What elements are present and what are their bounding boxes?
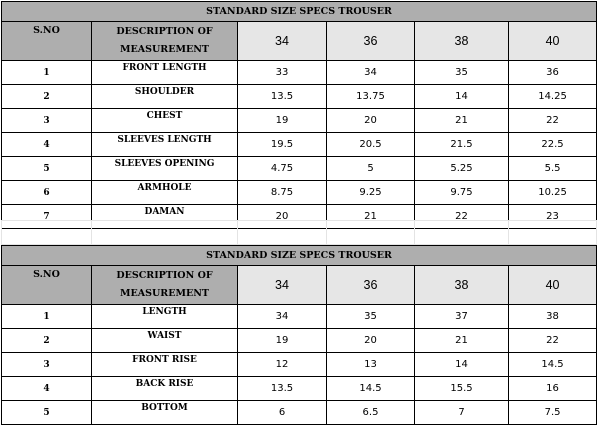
description-header-line1: DESCRIPTION OF <box>116 270 213 281</box>
row-value: 5 <box>327 157 415 181</box>
row-value: 7 <box>415 401 509 425</box>
row-sno: 6 <box>2 181 92 205</box>
row-value: 13.75 <box>327 85 415 109</box>
size-header-40: 40 <box>509 22 597 61</box>
row-description: SLEEVES LENGTH <box>92 133 238 157</box>
row-value: 22 <box>509 109 597 133</box>
row-sno: 2 <box>2 329 92 353</box>
row-value: 16 <box>509 377 597 401</box>
row-value: 15.5 <box>415 377 509 401</box>
table-row <box>2 377 597 401</box>
row-sno: 7 <box>2 205 92 229</box>
table-row <box>2 109 597 133</box>
row-value: 12 <box>238 353 327 377</box>
sno-header: S.NO <box>2 22 92 61</box>
row-description: SLEEVES OPENING <box>92 157 238 181</box>
row-value: 20 <box>238 205 327 229</box>
spacer-grid <box>1 220 597 245</box>
row-description: BOTTOM <box>92 401 238 425</box>
row-description: BACK RISE <box>92 377 238 401</box>
row-value: 8.75 <box>238 181 327 205</box>
row-value: 6.5 <box>327 401 415 425</box>
size-header-38: 38 <box>415 266 509 305</box>
row-description: LENGTH <box>92 305 238 329</box>
row-value: 21 <box>327 205 415 229</box>
row-value: 21 <box>415 109 509 133</box>
row-value: 14 <box>415 85 509 109</box>
row-value: 4.75 <box>238 157 327 181</box>
row-sno: 1 <box>2 305 92 329</box>
row-description: ARMHOLE <box>92 181 238 205</box>
table-row <box>2 401 597 425</box>
description-header-line1: DESCRIPTION OF <box>116 26 213 37</box>
table-title: STANDARD SIZE SPECS TROUSER <box>2 246 597 266</box>
row-value: 14.5 <box>327 377 415 401</box>
row-value: 21 <box>415 329 509 353</box>
row-value: 14.5 <box>509 353 597 377</box>
table-row <box>2 85 597 109</box>
description-header <box>92 22 238 61</box>
row-sno: 5 <box>2 401 92 425</box>
row-value: 38 <box>509 305 597 329</box>
row-value: 21.5 <box>415 133 509 157</box>
row-value: 9.75 <box>415 181 509 205</box>
row-value: 7.5 <box>509 401 597 425</box>
row-value: 22.5 <box>509 133 597 157</box>
size-header-40: 40 <box>509 266 597 305</box>
row-value: 23 <box>509 205 597 229</box>
row-value: 13 <box>327 353 415 377</box>
row-value: 13.5 <box>238 377 327 401</box>
description-header-line2: MEASUREMENT <box>120 288 209 299</box>
row-value: 37 <box>415 305 509 329</box>
description-header-line2: MEASUREMENT <box>120 44 209 55</box>
row-value: 22 <box>415 205 509 229</box>
row-value: 19 <box>238 109 327 133</box>
table-row <box>2 305 597 329</box>
row-value: 36 <box>509 61 597 85</box>
row-description: SHOULDER <box>92 85 238 109</box>
row-description: DAMAN <box>92 205 238 229</box>
description-header <box>92 266 238 305</box>
size-header-36: 36 <box>327 266 415 305</box>
row-description: CHEST <box>92 109 238 133</box>
table-row <box>2 353 597 377</box>
sno-header: S.NO <box>2 266 92 305</box>
row-sno: 2 <box>2 85 92 109</box>
row-value: 14.25 <box>509 85 597 109</box>
size-header-34: 34 <box>238 22 327 61</box>
row-value: 13.5 <box>238 85 327 109</box>
spec-table-top <box>1 1 597 229</box>
size-header-36: 36 <box>327 22 415 61</box>
row-value: 10.25 <box>509 181 597 205</box>
row-value: 34 <box>238 305 327 329</box>
row-sno: 4 <box>2 377 92 401</box>
row-value: 19.5 <box>238 133 327 157</box>
row-sno: 1 <box>2 61 92 85</box>
row-value: 5.25 <box>415 157 509 181</box>
row-description: WAIST <box>92 329 238 353</box>
spec-table-bottom <box>1 245 597 425</box>
row-value: 35 <box>415 61 509 85</box>
row-value: 19 <box>238 329 327 353</box>
row-value: 35 <box>327 305 415 329</box>
row-sno: 3 <box>2 109 92 133</box>
row-value: 33 <box>238 61 327 85</box>
row-description: FRONT RISE <box>92 353 238 377</box>
row-value: 9.25 <box>327 181 415 205</box>
row-value: 22 <box>509 329 597 353</box>
row-sno: 5 <box>2 157 92 181</box>
row-value: 20.5 <box>327 133 415 157</box>
row-value: 20 <box>327 109 415 133</box>
table-row <box>2 157 597 181</box>
row-sno: 3 <box>2 353 92 377</box>
row-value: 20 <box>327 329 415 353</box>
size-header-38: 38 <box>415 22 509 61</box>
row-value: 6 <box>238 401 327 425</box>
table-row <box>2 181 597 205</box>
size-header-34: 34 <box>238 266 327 305</box>
row-description: FRONT LENGTH <box>92 61 238 85</box>
row-value: 14 <box>415 353 509 377</box>
row-value: 34 <box>327 61 415 85</box>
table-title: STANDARD SIZE SPECS TROUSER <box>2 2 597 22</box>
row-sno: 4 <box>2 133 92 157</box>
table-row <box>2 61 597 85</box>
row-value: 5.5 <box>509 157 597 181</box>
table-row <box>2 133 597 157</box>
table-row <box>2 329 597 353</box>
